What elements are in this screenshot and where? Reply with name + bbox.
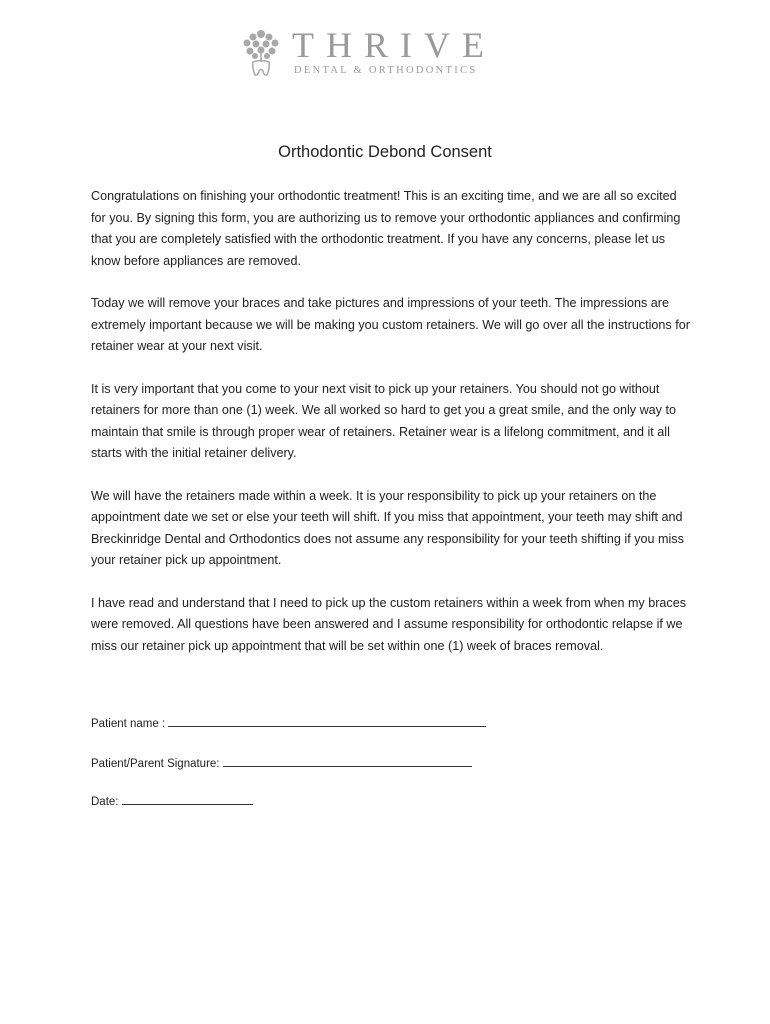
date-field	[91, 793, 253, 808]
logo-tagline: DENTAL & ORTHODONTICS	[294, 65, 478, 76]
practice-logo	[240, 26, 520, 82]
logo-wordmark: THRIVE	[292, 25, 496, 65]
consent-body	[91, 186, 691, 678]
document-title: Orthodontic Debond Consent	[278, 143, 492, 161]
patient-name-field	[91, 715, 486, 730]
paragraph-today: Today we will remove your braces and take pictures and impressions of your teeth. The impressions are extremely important because we will be making you custom retainers. We will go over all the instructions for retainer wear at your next visit.	[91, 296, 690, 353]
date-input-line[interactable]	[122, 793, 253, 805]
paragraph-congratulations: Congratulations on finishing your orthodontic treatment! This is an exciting time, and we are all so excited for you. By signing this form, you are authorizing us to remove your orthodontic appliances and confirming that you are completely satisfied with the orthodontic treatment. If you have any concerns, please let us know before appliances are removed.	[91, 189, 681, 268]
tree-tooth-icon	[240, 26, 282, 78]
signature-input-line[interactable]	[223, 755, 472, 767]
paragraph-responsibility: We will have the retainers made within a week. It is your responsibility to pick up your retainers on the appointment date we set or else your teeth will shift. If you miss that appointment, your teeth may shift and Breckinridge Dental and Orthodontics does not assume any responsibility for your teeth shifting if you miss your retainer pick up appointment.	[91, 488, 684, 567]
patient-name-input-line[interactable]	[168, 715, 486, 727]
paragraph-acknowledgement: I have read and understand that I need to pick up the custom retainers within a week from when my braces were removed. All questions have been answered and I assume responsibility for orthodontic relapse if we miss our retainer pick up appointment that will be set within one (1) week of braces removal.	[91, 595, 687, 653]
signature-label: Patient/Parent Signature:	[91, 758, 220, 770]
date-label: Date:	[91, 796, 119, 808]
patient-name-label: Patient name :	[91, 718, 166, 730]
signature-field	[91, 755, 472, 770]
paragraph-importance: It is very important that you come to your next visit to pick up your retainers. You should not go without retainers for more than one (1) week. We all worked so hard to get you a great smile, and the only way to maintain that smile is through proper wear of retainers. Retainer wear is a lifelong commitment, and it all starts with the initial retainer delivery.	[91, 381, 676, 460]
